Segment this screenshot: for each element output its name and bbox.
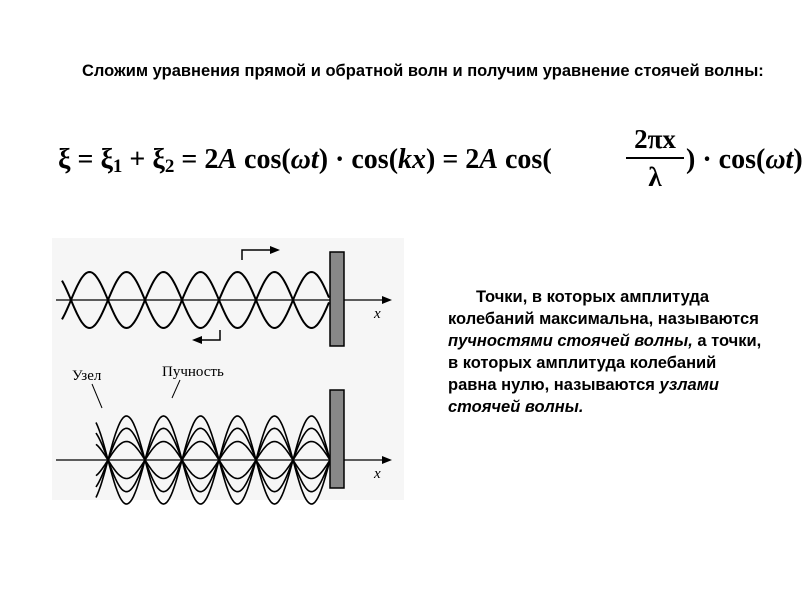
antinode-label: Пучность: [162, 364, 224, 380]
intro-text: Сложим уравнения прямой и обратной волн и получим уравнение стоячей волны:: [82, 62, 764, 80]
side-text: Точки, в которых амплитуда колебаний максимальна, называются пучностями стоячей волны, а точки, в которых амплитуда колебаний равна нулю, называются узлами стоячей волны.: [448, 288, 762, 416]
top-wall: [330, 252, 344, 346]
fraction-denominator: λ: [648, 162, 662, 192]
formula-right: ) · cos(ωt): [686, 144, 803, 175]
antinode-term: пучностями стоячей волны,: [448, 332, 693, 350]
formula-left: $\xi = \xi_1 + \xi_2 = 2A$ cos(ωt) · cos(kx) = 2A cos(: [58, 144, 552, 177]
bottom-axis-label: x: [374, 466, 381, 482]
node-label: Узел: [72, 368, 102, 384]
formula-fraction: [626, 124, 684, 193]
standing-wave-formula: [58, 124, 803, 200]
standing-wave-figure: [52, 238, 404, 500]
node-term: узлами стоячей волны.: [448, 376, 719, 416]
bottom-wall: [330, 390, 344, 488]
top-axis-label: x: [374, 306, 381, 322]
fraction-numerator: 2πx: [626, 124, 684, 159]
